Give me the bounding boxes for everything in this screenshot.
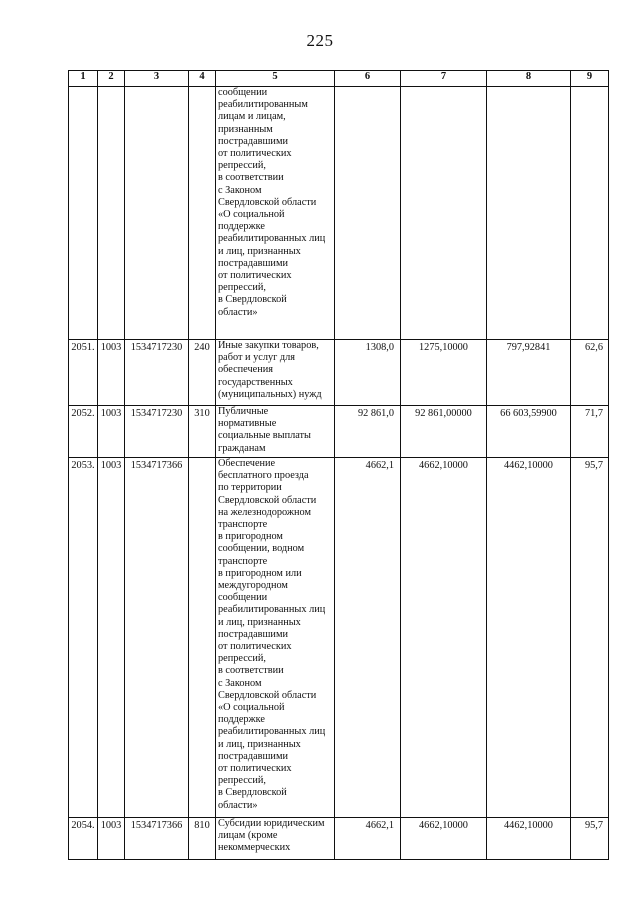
executed-amount: 66 603,59900 — [487, 406, 571, 458]
target-article: 1534717230 — [125, 340, 189, 406]
item-name-text: сообщении реабилитированным лицам и лицам, признанным пострадавшими от политических репрессий, в соответствии с Законом Свердловской области «О социальной поддержке реабилитированных лиц и лиц, признанных пострадавшими от политических репрессий, в Свердловской области» — [218, 87, 326, 318]
item-name-text: Субсидии юридическим лицам (кроме некоммерческих — [218, 818, 325, 854]
item-name — [216, 406, 335, 458]
planned-amount: 4662,1 — [335, 818, 401, 860]
expense-type — [189, 458, 216, 818]
item-name-text: Публичные нормативные социальные выплаты гражданам — [218, 406, 311, 454]
execution-percent: 95,7 — [571, 458, 609, 818]
header-cell-4: 4 — [189, 71, 216, 87]
table-row-2054 — [69, 818, 609, 860]
planned-amount: 4662,1 — [335, 458, 401, 818]
table-row-2053 — [69, 458, 609, 818]
approved-amount: 4662,10000 — [401, 458, 487, 818]
section-code — [98, 87, 125, 340]
header-cell-3: 3 — [125, 71, 189, 87]
row-number: 2051. — [69, 340, 98, 406]
approved-amount: 4662,10000 — [401, 818, 487, 860]
header-cell-5: 5 — [216, 71, 335, 87]
row-number — [69, 87, 98, 340]
expense-type: 240 — [189, 340, 216, 406]
executed-amount — [487, 87, 571, 340]
target-article: 1534717366 — [125, 818, 189, 860]
expense-type — [189, 87, 216, 340]
target-article: 1534717366 — [125, 458, 189, 818]
item-name — [216, 340, 335, 406]
execution-percent: 71,7 — [571, 406, 609, 458]
planned-amount: 1308,0 — [335, 340, 401, 406]
item-name-text: Обеспечение бесплатного проезда по территории Свердловской области на железнодорожном транспорте в пригородном сообщении, водном транспорте в пригородном или междугородном сообщении реабилитированных лиц и лиц, признанных пострадавшими от политических репрессий, в соответствии с Законом Свердловской области «О социальной поддержке реабилитированных лиц и лиц, признанных пострадавшими от политических репрессий, в Свердловской области» — [218, 458, 326, 811]
header-cell-7: 7 — [401, 71, 487, 87]
table-row-2051 — [69, 340, 609, 406]
item-name-text: Иные закупки товаров, работ и услуг для обеспечения государственных (муниципальных) нужд — [218, 340, 322, 400]
header-row — [69, 71, 609, 87]
expense-type: 810 — [189, 818, 216, 860]
item-name — [216, 818, 335, 860]
expense-type: 310 — [189, 406, 216, 458]
planned-amount: 92 861,0 — [335, 406, 401, 458]
section-code: 1003 — [98, 818, 125, 860]
table-row-2052 — [69, 406, 609, 458]
approved-amount — [401, 87, 487, 340]
execution-percent: 62,6 — [571, 340, 609, 406]
execution-percent: 95,7 — [571, 818, 609, 860]
header-cell-1: 1 — [69, 71, 98, 87]
execution-percent — [571, 87, 609, 340]
section-code: 1003 — [98, 340, 125, 406]
section-code: 1003 — [98, 458, 125, 818]
header-cell-2: 2 — [98, 71, 125, 87]
item-name — [216, 87, 335, 340]
budget-table — [68, 70, 609, 860]
target-article: 1534717230 — [125, 406, 189, 458]
item-name — [216, 458, 335, 818]
header-cell-8: 8 — [487, 71, 571, 87]
executed-amount: 4462,10000 — [487, 458, 571, 818]
row-number: 2054. — [69, 818, 98, 860]
table-row-continued — [69, 87, 609, 340]
planned-amount — [335, 87, 401, 340]
approved-amount: 92 861,00000 — [401, 406, 487, 458]
target-article — [125, 87, 189, 340]
approved-amount: 1275,10000 — [401, 340, 487, 406]
header-cell-6: 6 — [335, 71, 401, 87]
executed-amount: 797,92841 — [487, 340, 571, 406]
row-number: 2053. — [69, 458, 98, 818]
page-number: 225 — [306, 31, 334, 50]
header-cell-9: 9 — [571, 71, 609, 87]
row-number: 2052. — [69, 406, 98, 458]
executed-amount: 4462,10000 — [487, 818, 571, 860]
section-code: 1003 — [98, 406, 125, 458]
